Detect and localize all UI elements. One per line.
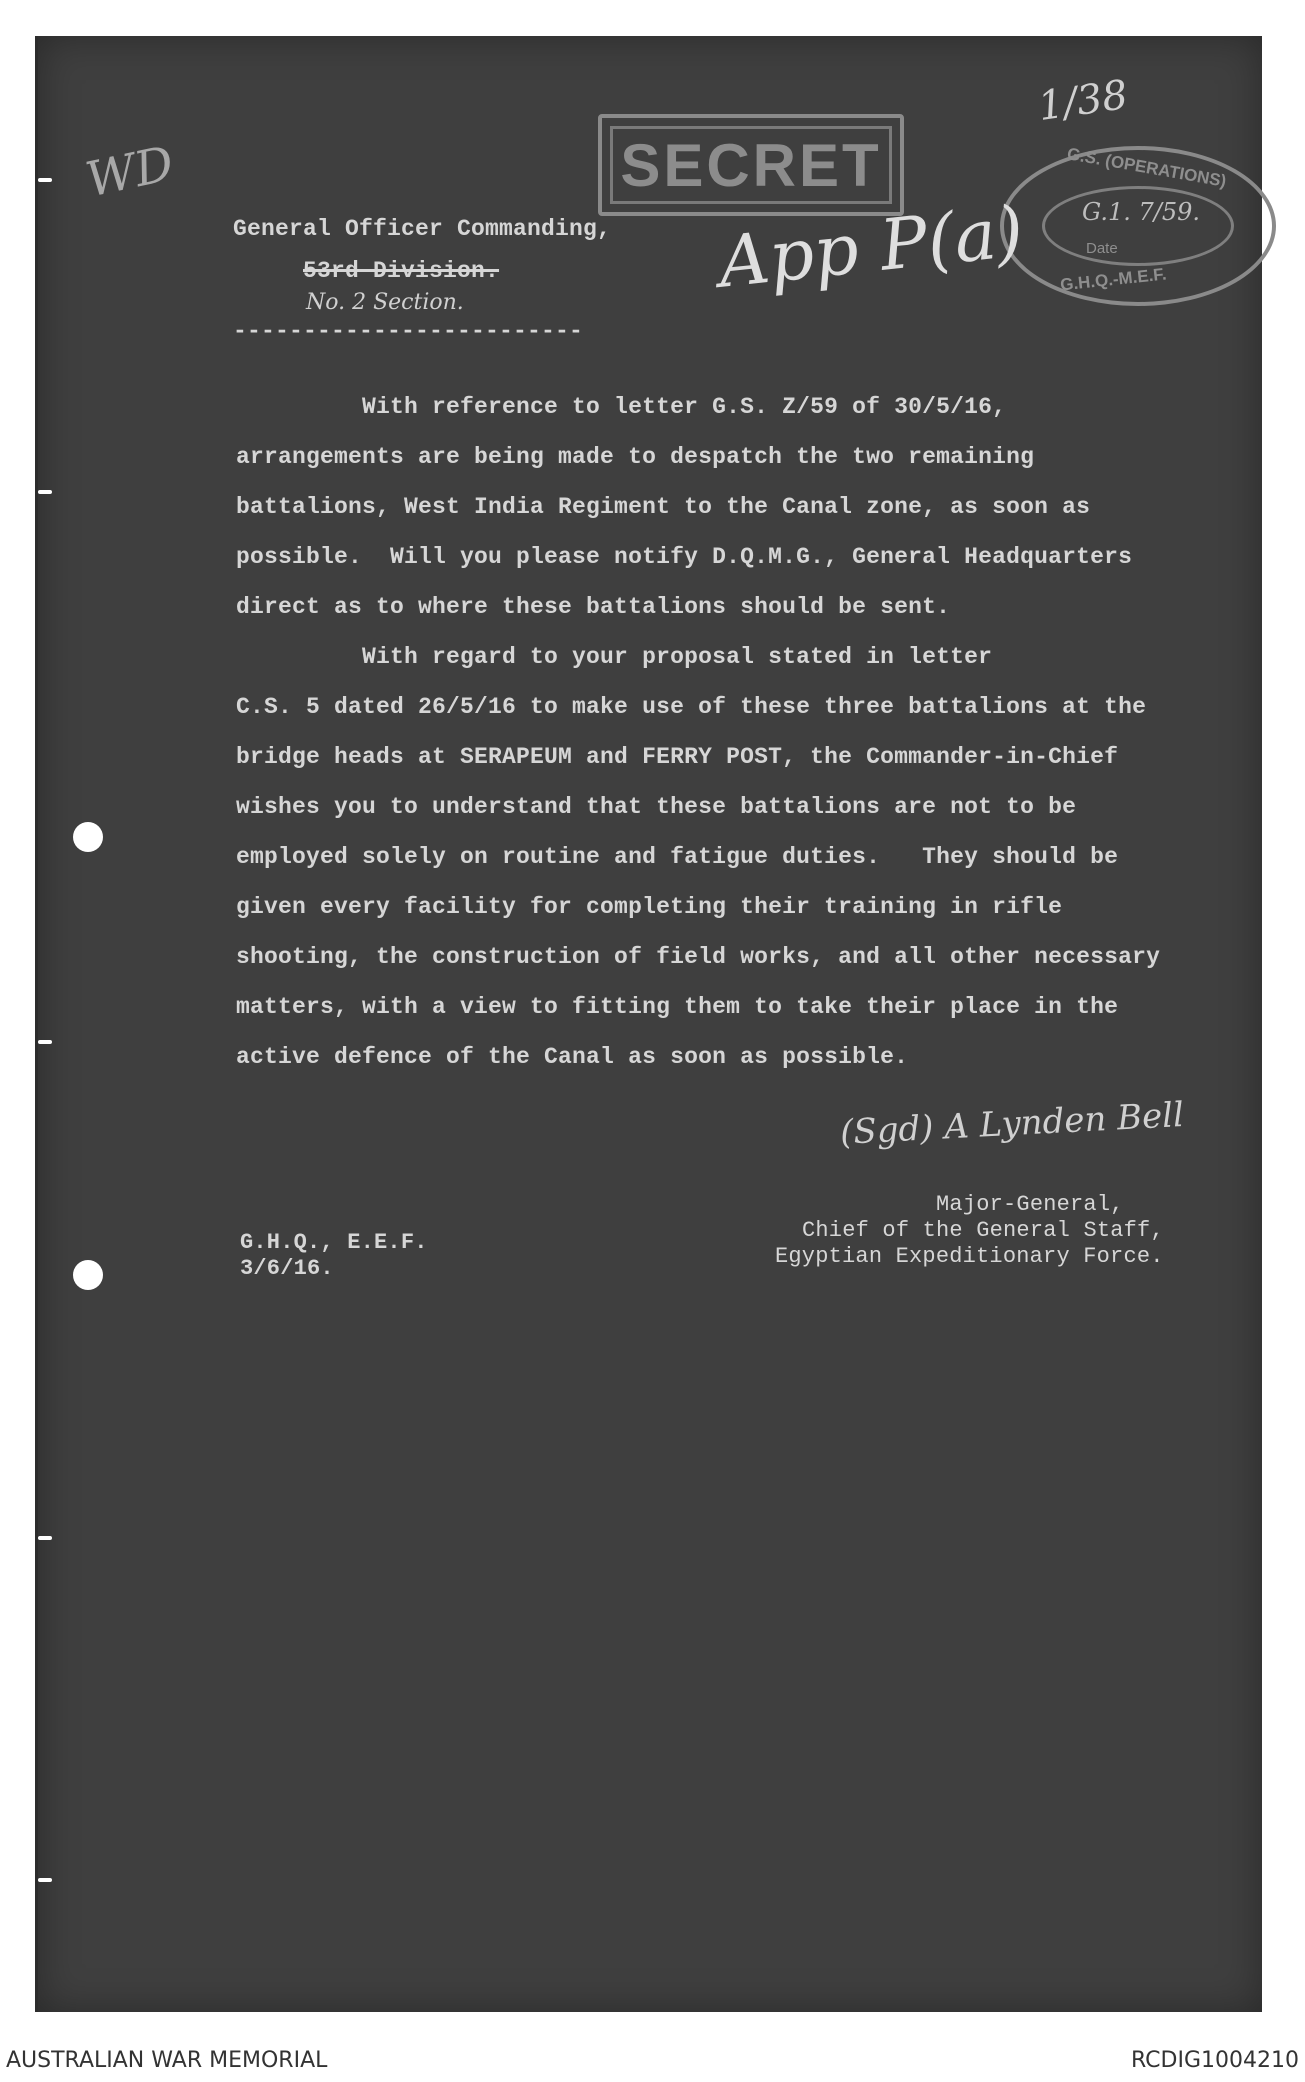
section-annotation: No. 2 Section. bbox=[306, 290, 464, 315]
secret-stamp bbox=[598, 114, 904, 216]
binder-tick bbox=[38, 1878, 52, 1882]
addressee-line: General Officer Commanding, bbox=[233, 216, 612, 242]
body-line: C.S. 5 dated 26/5/16 to make use of these three battalions at the bbox=[236, 694, 1147, 720]
registry-stamp-top-text: G.S. (OPERATIONS) bbox=[1065, 144, 1228, 191]
binder-tick bbox=[38, 1040, 52, 1044]
footer-source: AUSTRALIAN WAR MEMORIAL bbox=[6, 2048, 328, 2073]
body-line: battalions, West India Regiment to the Canal zone, as soon as bbox=[236, 494, 1091, 520]
handwritten-initials: WD bbox=[81, 135, 179, 209]
secret-stamp-label: SECRET bbox=[610, 126, 892, 204]
punch-hole bbox=[73, 1260, 103, 1290]
origin-place: G.H.Q., E.E.F. bbox=[240, 1230, 428, 1255]
binder-tick bbox=[38, 490, 52, 494]
origin-date: 3/6/16. bbox=[240, 1256, 334, 1281]
registry-stamp-bottom-text: G.H.Q.-M.E.F. bbox=[1059, 264, 1168, 295]
body-line: matters, with a view to fitting them to take their place in the bbox=[236, 994, 1119, 1020]
registry-stamp-number: G.1. 7/59. bbox=[1082, 198, 1200, 226]
addressee-struck-line: 53rd Division. bbox=[303, 258, 500, 284]
footer-identifier: RCDIG1004210 bbox=[1130, 2048, 1299, 2073]
signature-title: Chief of the General Staff, bbox=[802, 1218, 1164, 1243]
document-sheet bbox=[35, 36, 1262, 2012]
body-line: shooting, the construction of field works, and all other necessary bbox=[236, 944, 1161, 970]
body-line: bridge heads at SERAPEUM and FERRY POST, the Commander-in-Chief bbox=[236, 744, 1119, 770]
body-line: wishes you to understand that these battalions are not to be bbox=[236, 794, 1077, 820]
binder-tick bbox=[38, 1536, 52, 1540]
body-line: With regard to your proposal stated in letter bbox=[236, 644, 993, 670]
body-line: direct as to where these battalions should be sent. bbox=[236, 594, 951, 620]
folio-number: 1/38 bbox=[1035, 71, 1131, 131]
binder-tick bbox=[38, 178, 52, 182]
punch-hole bbox=[73, 822, 103, 852]
addressee-rule: ------------------------- bbox=[233, 318, 584, 344]
body-line: active defence of the Canal as soon as possible. bbox=[236, 1044, 909, 1070]
body-line: With reference to letter G.S. Z/59 of 30/5/16, bbox=[236, 394, 1007, 420]
body-line: possible. Will you please notify D.Q.M.G., General Headquarters bbox=[236, 544, 1133, 570]
body-line: arrangements are being made to despatch the two remaining bbox=[236, 444, 1035, 470]
handwritten-signature: (Sgd) A Lynden Bell bbox=[839, 1095, 1185, 1153]
registry-stamp-date-label: Date bbox=[1086, 240, 1118, 257]
signature-rank: Major-General, bbox=[936, 1192, 1124, 1217]
appendix-annotation: App P(a) bbox=[714, 190, 1028, 304]
body-line: given every facility for completing their training in rifle bbox=[236, 894, 1063, 920]
body-line: employed solely on routine and fatigue duties. They should be bbox=[236, 844, 1119, 870]
registry-stamp bbox=[1000, 146, 1276, 306]
signature-force: Egyptian Expeditionary Force. bbox=[775, 1244, 1164, 1269]
